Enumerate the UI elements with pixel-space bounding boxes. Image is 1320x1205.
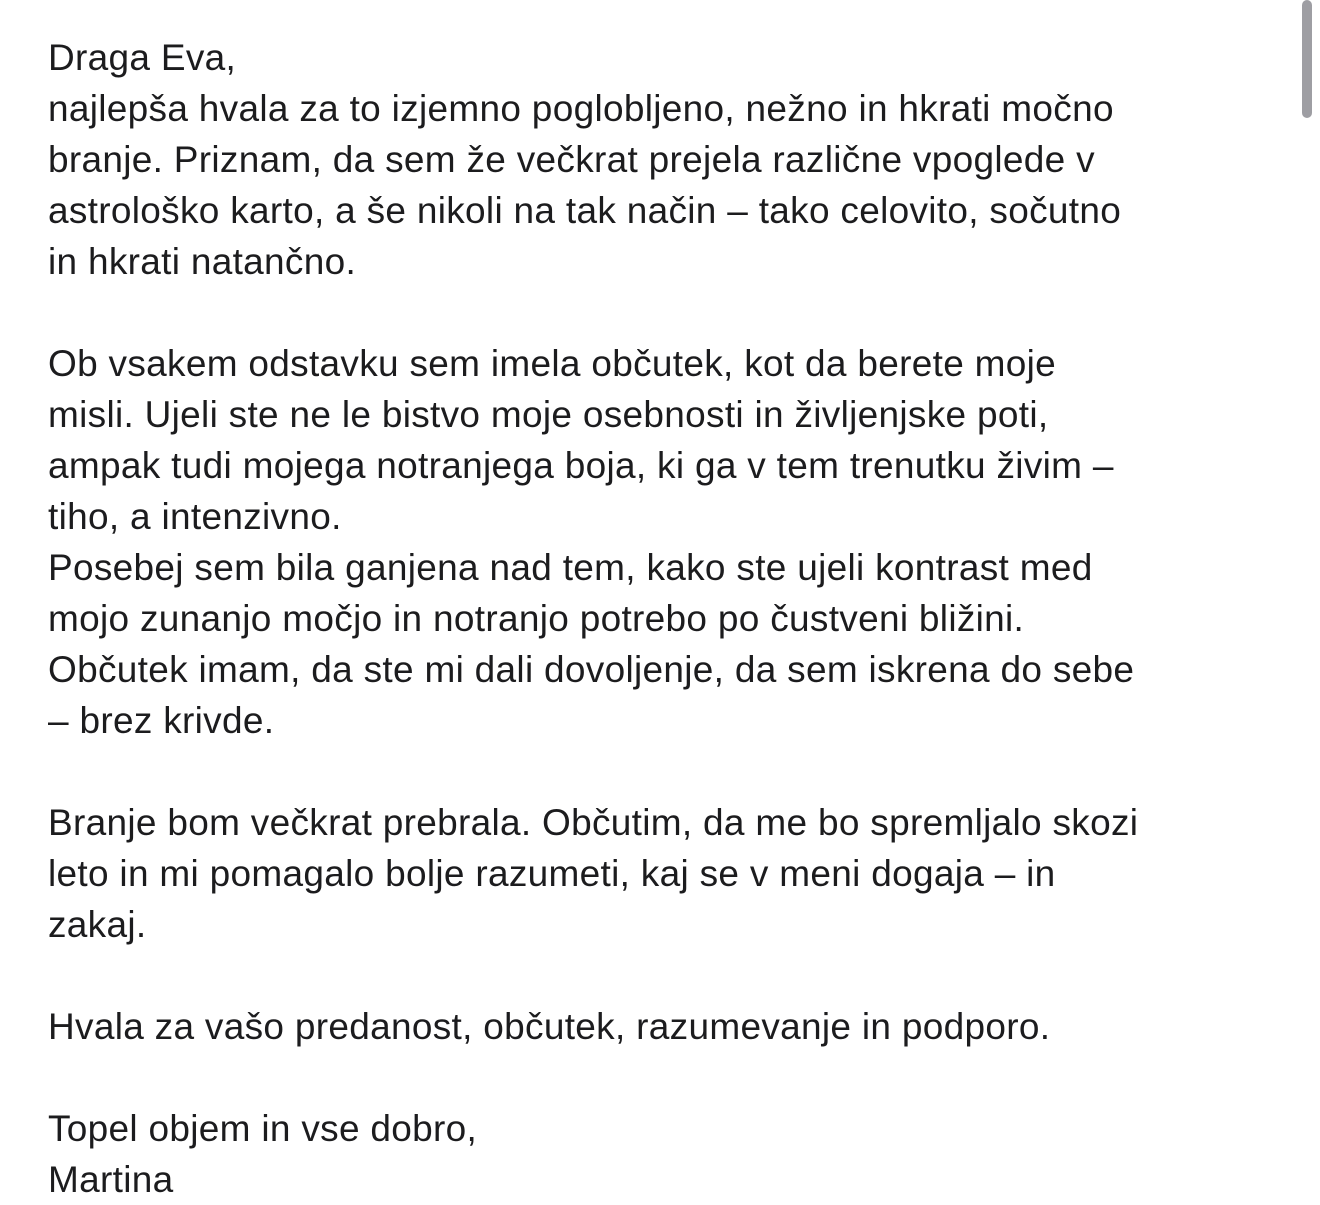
paragraph-2-line-2: misli. Ujeli ste ne le bistvo moje osebnosti in življenjske poti, xyxy=(48,394,1049,435)
paragraph-3-line-3: Občutek imam, da ste mi dali dovoljenje, da sem iskrena do sebe xyxy=(48,649,1135,690)
paragraph-1-line-4: in hkrati natančno. xyxy=(48,241,357,282)
paragraph-1-line-3: astrološko karto, a še nikoli na tak način – tako celovito, sočutno xyxy=(48,190,1122,231)
paragraph-1-line-1: najlepša hvala za to izjemno poglobljeno, nežno in hkrati močno xyxy=(48,88,1114,129)
signature: Martina xyxy=(48,1159,174,1200)
paragraph-spacer xyxy=(48,746,1278,797)
paragraph-spacer xyxy=(48,287,1278,338)
paragraph-3-line-1: Posebej sem bila ganjena nad tem, kako ste ujeli kontrast med xyxy=(48,547,1093,588)
paragraph-4-line-1: Branje bom večkrat prebrala. Občutim, da me bo spremljalo skozi xyxy=(48,802,1139,843)
vertical-scrollbar[interactable] xyxy=(1302,0,1312,118)
paragraph-5-line-1: Hvala za vašo predanost, občutek, razumevanje in podporo. xyxy=(48,1006,1051,1047)
paragraph-4-line-2: leto in mi pomagalo bolje razumeti, kaj se v meni dogaja – in xyxy=(48,853,1056,894)
paragraph-2-line-4: tiho, a intenzivno. xyxy=(48,496,342,537)
paragraph-2-line-1: Ob vsakem odstavku sem imela občutek, kot da berete moje xyxy=(48,343,1057,384)
paragraph-spacer xyxy=(48,950,1278,1001)
paragraph-4-line-3: zakaj. xyxy=(48,904,147,945)
email-body xyxy=(48,32,1278,1205)
paragraph-2-line-3: ampak tudi mojega notranjega boja, ki ga v tem trenutku živim – xyxy=(48,445,1114,486)
paragraph-1-line-2: branje. Priznam, da sem že večkrat prejela različne vpoglede v xyxy=(48,139,1095,180)
closing-line: Topel objem in vse dobro, xyxy=(48,1108,478,1149)
paragraph-3-line-2: mojo zunanjo močjo in notranjo potrebo po čustveni bližini. xyxy=(48,598,1025,639)
paragraph-spacer xyxy=(48,1052,1278,1103)
paragraph-3-line-4: – brez krivde. xyxy=(48,700,275,741)
greeting: Draga Eva, xyxy=(48,37,237,78)
